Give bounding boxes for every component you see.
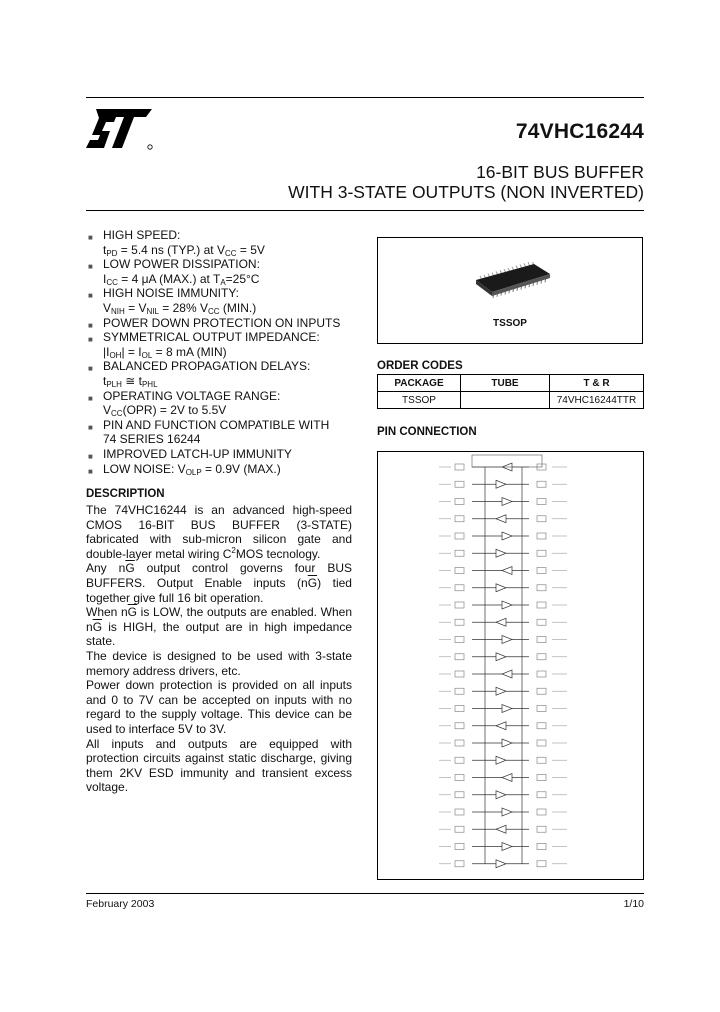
- buffer-symbol: [496, 722, 506, 730]
- pin-right: [537, 499, 546, 505]
- feature-item: [86, 286, 371, 301]
- feature-text: $|I_{OH}| = I_{OL} = 8$ mA (MIN): [103, 344, 227, 360]
- table-row: [378, 392, 644, 409]
- pin-right: [537, 619, 546, 625]
- description-paragraph: The 74VHC16244 is an advanced high-speed CMOS 16-BIT BUS BUFFER (3-STATE) fabricated with sub-micron silicon gate and double-layer metal wiring $C^2MOS$ tecnology.: [86, 503, 352, 561]
- description-paragraph: The device is designed to be used with 3-state memory address drivers, etc.: [86, 648, 352, 678]
- pin-left: [455, 654, 464, 660]
- buffer-symbol: [502, 498, 512, 506]
- buffer-symbol: [496, 653, 506, 661]
- buffer-symbol: [496, 515, 506, 523]
- buffer-symbol: [496, 618, 506, 626]
- pin-connection-heading: PIN CONNECTION: [377, 426, 477, 438]
- feature-text: POWER DOWN PROTECTION ON INPUTS: [103, 315, 341, 330]
- pin-left: [455, 723, 464, 729]
- feature-detail: [86, 272, 371, 287]
- pin-right: [537, 826, 546, 832]
- description-paragraph: Any $n\overline{G}$ output control governs four BUS BUFFERS. Output Enable inputs $(n\overline{G})$ tied together give full 16 bit operation.: [86, 561, 353, 605]
- feature-text: $V_{CC}(OPR) = 2V$ to 5.5V: [103, 403, 227, 419]
- pin-left: [455, 464, 464, 470]
- bullet-icon: ■: [88, 335, 93, 345]
- feature-item: [86, 418, 371, 433]
- feature-text: PIN AND FUNCTION COMPATIBLE WITH: [103, 417, 330, 432]
- pin-left: [455, 602, 464, 608]
- pin-left: [455, 516, 464, 522]
- buffer-symbol: [502, 843, 512, 851]
- buffer-symbol: [502, 601, 512, 609]
- feature-text: 74 SERIES 16244: [103, 432, 201, 447]
- pin-left: [455, 671, 464, 677]
- pin-right: [537, 792, 546, 798]
- pin-right: [537, 585, 546, 591]
- buffer-symbol: [496, 549, 506, 557]
- description-paragraph: Power down protection is provided on all inputs and 0 to 7V can be accepted on inputs with no regard to the supply voltage. This device can be used to interface 5V to 3V.: [86, 678, 352, 736]
- pin-right: [537, 861, 546, 867]
- feature-detail: [86, 403, 371, 418]
- bullet-icon: ■: [88, 364, 93, 374]
- buffer-symbol: [502, 567, 512, 575]
- feature-text: HIGH SPEED:: [103, 228, 181, 242]
- pin-left: [455, 481, 464, 487]
- bullet-icon: ■: [88, 291, 93, 301]
- feature-item: [86, 228, 371, 243]
- description-body: [86, 503, 352, 795]
- feature-text: SYMMETRICAL OUTPUT IMPEDANCE:: [103, 330, 320, 345]
- pin-left: [455, 861, 464, 867]
- buffer-symbol: [502, 705, 512, 713]
- column-header: PACKAGE: [378, 375, 461, 392]
- feature-item: [86, 359, 371, 374]
- feature-detail: [86, 243, 371, 258]
- pin-right: [537, 637, 546, 643]
- description-heading: DESCRIPTION: [86, 488, 165, 500]
- table-cell: 74VHC16244TTR: [550, 392, 644, 409]
- feature-text: LOW POWER DISSIPATION:: [103, 257, 260, 272]
- feature-text: $V_{NIH} = V_{NIL} = 28\%$ $V_{CC}$ (MIN.): [103, 300, 257, 316]
- pin-right: [537, 775, 546, 781]
- pin-left: [455, 499, 464, 505]
- order-codes-heading: ORDER CODES: [377, 360, 463, 372]
- pin-right: [537, 671, 546, 677]
- feature-text: $t_{PLH}$ ≅ $t_{PHL}$: [103, 373, 158, 389]
- feature-item: [86, 316, 371, 331]
- header-rule: [86, 210, 644, 211]
- description-paragraph: All inputs and outputs are equipped with protection circuits against static discharge, giving them 2KV ESD immunity and transient excess voltage.: [86, 736, 352, 795]
- pin-right: [537, 844, 546, 850]
- bullet-icon: ■: [88, 393, 93, 403]
- pin-left: [455, 619, 464, 625]
- pin-right: [537, 688, 546, 694]
- buffer-symbol: [496, 791, 506, 799]
- page-number: 1/10: [623, 898, 644, 910]
- pin-right: [537, 757, 546, 763]
- feature-detail: [86, 432, 371, 447]
- pin-left: [455, 585, 464, 591]
- feature-text: IMPROVED LATCH-UP IMMUNITY: [103, 446, 292, 461]
- feature-item: [86, 257, 371, 272]
- buffer-symbol: [502, 774, 512, 782]
- bullet-icon: ■: [88, 466, 93, 476]
- feature-item: [86, 330, 371, 345]
- bullet-icon: ■: [88, 422, 93, 432]
- bullet-icon: ■: [88, 233, 93, 242]
- pin-right: [537, 550, 546, 556]
- bullet-icon: ■: [88, 320, 93, 330]
- pin-left: [455, 706, 464, 712]
- buffer-symbol: [502, 808, 512, 816]
- buffer-symbol: [502, 532, 512, 540]
- feature-text: OPERATING VOLTAGE RANGE:: [103, 388, 281, 403]
- buffer-symbol: [502, 739, 512, 747]
- title-line-1: 16-BIT BUS BUFFER: [476, 162, 644, 182]
- pin-right: [537, 602, 546, 608]
- footer-date: February 2003: [86, 898, 155, 910]
- pin-right: [537, 481, 546, 487]
- column-header: T & R: [550, 375, 644, 392]
- feature-text: $t_{PD} = 5.4$ ns (TYP.) at $V_{CC} = 5V$: [103, 242, 265, 258]
- feature-text: HIGH NOISE IMMUNITY:: [103, 286, 240, 301]
- pin-right: [537, 654, 546, 660]
- pin-left: [455, 550, 464, 556]
- feature-list: [86, 228, 371, 476]
- pin-left: [455, 568, 464, 574]
- top-rule: [86, 97, 644, 98]
- pin-right: [537, 740, 546, 746]
- order-codes-table: [377, 374, 644, 409]
- pin-right: [537, 706, 546, 712]
- tssop-package-image: [474, 262, 552, 300]
- buffer-symbol: [496, 756, 506, 764]
- title-line-2: WITH 3-STATE OUTPUTS (NON INVERTED): [288, 182, 644, 202]
- feature-item: [86, 447, 371, 462]
- pin-left: [455, 809, 464, 815]
- table-cell: [461, 392, 550, 409]
- pin-right: [537, 568, 546, 574]
- buffer-symbol: [496, 584, 506, 592]
- footer-rule: [86, 893, 644, 894]
- buffer-symbol: [502, 636, 512, 644]
- feature-item: [86, 462, 371, 477]
- pin-left: [455, 757, 464, 763]
- pin-left: [455, 740, 464, 746]
- pin-left: [455, 844, 464, 850]
- feature-text: $I_{CC} = 4$ μA (MAX.) at $T_A=25^\circ C$: [103, 271, 260, 287]
- pin-right: [537, 516, 546, 522]
- feature-detail: [86, 301, 371, 316]
- column-header: TUBE: [461, 375, 550, 392]
- part-number: 74VHC16244: [515, 120, 644, 143]
- pin-left: [455, 637, 464, 643]
- package-label: TSSOP: [493, 318, 527, 329]
- bullet-icon: ■: [88, 262, 93, 272]
- bullet-icon: ■: [88, 451, 93, 461]
- table-cell: TSSOP: [378, 392, 461, 409]
- st-logo: [86, 104, 156, 152]
- buffer-symbol: [496, 825, 506, 833]
- pin-right: [537, 533, 546, 539]
- pin-left: [455, 826, 464, 832]
- feature-item: [86, 389, 371, 404]
- feature-text: LOW NOISE: $V_{OLP} = 0.9V$ (MAX.): [103, 461, 281, 477]
- pin-left: [455, 792, 464, 798]
- pin-connection-diagram: [377, 451, 644, 880]
- buffer-symbol: [496, 860, 506, 868]
- pin-left: [455, 688, 464, 694]
- description-paragraph: When $n\overline{G}$ is LOW, the outputs are enabled. When $n\overline{G}$ is HIGH, the output are in high impedance state.: [86, 605, 352, 649]
- buffer-symbol: [496, 480, 506, 488]
- pin-left: [455, 775, 464, 781]
- feature-text: BALANCED PROPAGATION DELAYS:: [103, 359, 311, 374]
- buffer-symbol: [502, 670, 512, 678]
- pin-right: [537, 723, 546, 729]
- feature-detail: [86, 374, 371, 389]
- pin-left: [455, 533, 464, 539]
- buffer-symbol: [496, 687, 506, 695]
- pin-right: [537, 809, 546, 815]
- feature-detail: [86, 345, 371, 360]
